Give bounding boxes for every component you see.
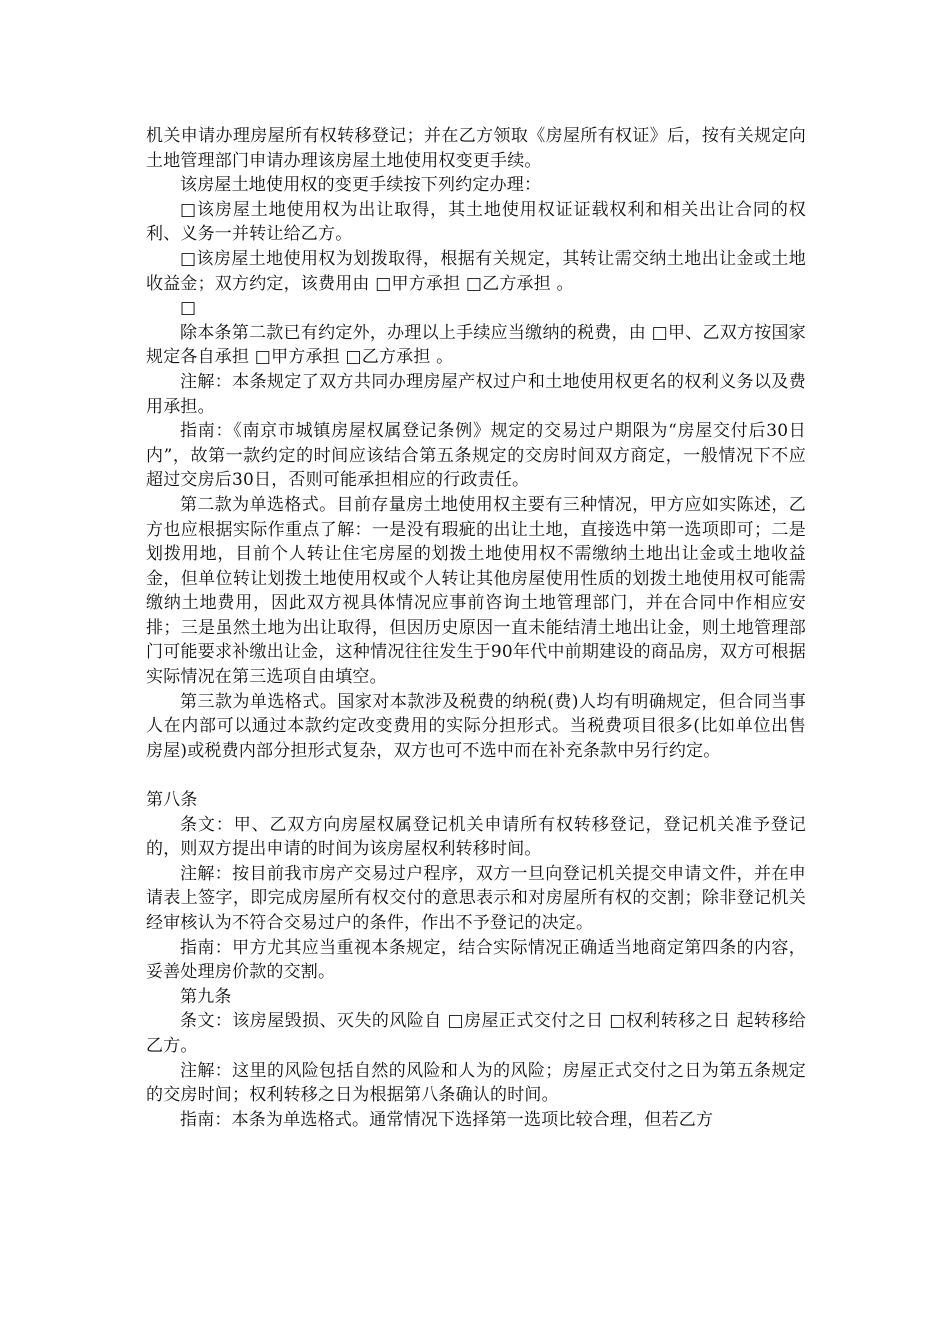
article-8-heading: 第八条 — [146, 790, 198, 811]
paragraph-third-clause: 第三款为单选格式。国家对本款涉及税费的纳税(费)人均有明确规定，但合同当事人在内部可以通过本款约定改变费用的实际分担形式。当税费项目很多(比如单位出售房屋)或税费内部分担形式复杂，双方也可不选中而在补充条款中另行约定。 — [146, 691, 806, 761]
article-9-clause: 条文：该房屋毁损、灭失的风险自 □房屋正式交付之日 □权利转移之日 起转移给乙方。 — [146, 1011, 806, 1056]
document-body — [146, 124, 806, 1132]
article-8-clause: 条文：甲、乙双方向房屋权属登记机关申请所有权转移登记，登记机关准予登记的，则双方提出申请的时间为该房屋权利转移时间。 — [146, 814, 806, 860]
paragraph-land-change-intro: 该房屋土地使用权的变更手续按下列约定办理： — [180, 175, 542, 196]
paragraph-tax-fees: 除本条第二款已有约定外，办理以上手续应当缴纳的税费，由 □甲、乙双方按国家规定各自承担 □甲方承担 □乙方承担 。 — [146, 322, 806, 368]
article-9-guide: 指南：本条为单选格式。通常情况下选择第一选项比较合理，但若乙方 — [180, 1109, 714, 1130]
paragraph-guide: 指南：《南京市城镇房屋权属登记条例》规定的交易过户期限为“房屋交付后30日内”，故第一款约定的时间应该结合第五条规定的交房时间双方商定，一般情况下不应超过交房后30日，否则可能承担相应的行政责任。 — [146, 421, 806, 491]
article-8-annotation: 注解：按目前我市房产交易过户程序，双方一旦向登记机关提交申请文件，并在申请表上签字，即完成房屋所有权交付的意思表示和对房屋所有权的交割；除非登记机关经审核认为不符合交易过户的条件，作出不予登记的决定。 — [146, 863, 806, 933]
article-8-guide: 指南：甲方尤其应当重视本条规定，结合实际情况正确适当地商定第四条的内容，妥善处理房价款的交割。 — [146, 937, 806, 983]
paragraph-option-blank: □ — [180, 298, 197, 319]
article-9-heading: 第九条 — [180, 986, 232, 1007]
paragraph-continuation: 机关申请办理房屋所有权转移登记；并在乙方领取《房屋所有权证》后，按有关规定向土地管理部门申请办理该房屋土地使用权变更手续。 — [146, 126, 806, 171]
paragraph-option-transfer: □该房屋土地使用权为出让取得，其土地使用权证证载权利和相关出让合同的权利、义务一并转让给乙方。 — [146, 199, 806, 245]
article-9-annotation: 注解：这里的风险包括自然的风险和人为的风险；房屋正式交付之日为第五条规定的交房时间；权利转移之日为根据第八条确认的时间。 — [146, 1060, 806, 1106]
paragraph-second-clause: 第二款为单选格式。目前存量房土地使用权主要有三种情况，甲方应如实陈述，乙方也应根据实际作重点了解：一是没有瑕疵的出让土地，直接选中第一选项即可；二是划拨用地，目前个人转让住宅房屋的划拨土地使用权不需缴纳土地出让金或土地收益金，但单位转让划拨土地使用权或个人转让其他房屋使用性质的划拨土地使用权可能需缴纳土地费用，因此双方视具体情况应事前咨询土地管理部门，并在合同中作相应安排；三是虽然土地为出让取得，但因历史原因一直未能结清土地出让金，则土地管理部门可能要求补缴出让金，这种情况往往发生于90年代中前期建设的商品房，双方可根据实际情况在第三选项自由填空。 — [146, 494, 806, 688]
paragraph-option-allocation: □该房屋土地使用权为划拨取得，根据有关规定，其转让需交纳土地出让金或土地收益金；双方约定，该费用由 □甲方承担 □乙方承担 。 — [146, 248, 806, 294]
paragraph-annotation: 注解：本条规定了双方共同办理房屋产权过户和土地使用权更名的权利义务以及费用承担。 — [146, 371, 806, 417]
section-gap — [146, 763, 806, 788]
